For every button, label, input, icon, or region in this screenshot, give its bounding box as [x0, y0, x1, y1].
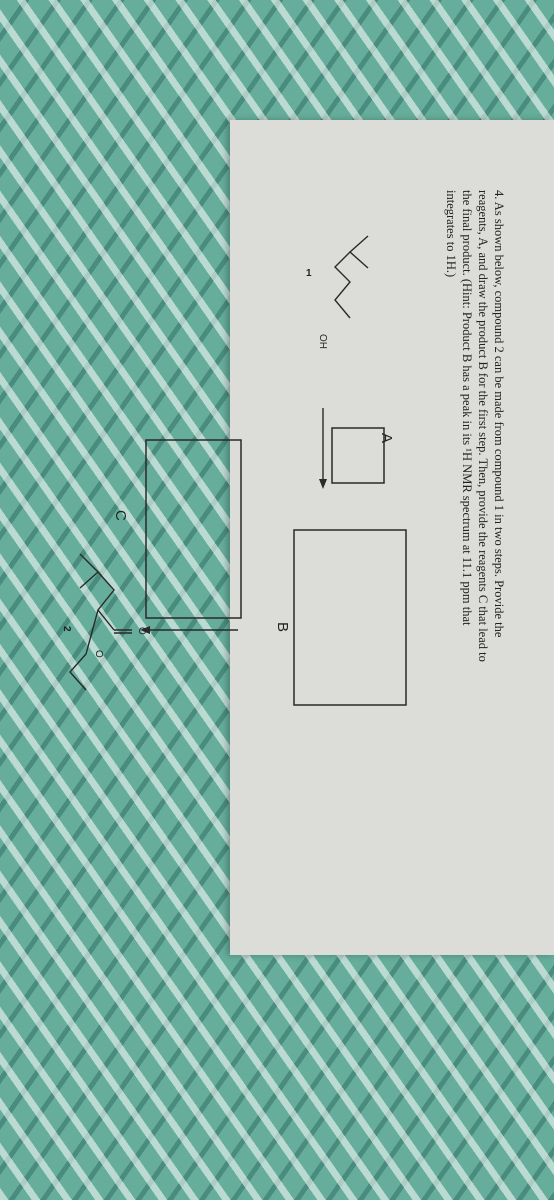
compound-2-number: 2: [61, 626, 72, 632]
compound-2-carbonyl-o: O: [136, 627, 147, 635]
question-line-2: reagents, A, and draw the product B for the first step. Then, provide the reagents C that lead to: [476, 190, 490, 662]
question-line-4: integrates to 1H.): [444, 190, 458, 278]
compound-1-oh-label: OH: [317, 334, 328, 349]
compound-2: [61, 554, 147, 690]
product-b-label: B: [274, 622, 291, 633]
arrow-step-1: [319, 408, 327, 489]
arrow-step-2: [140, 626, 238, 634]
reagent-a-box: [332, 428, 384, 483]
reagent-c-label: C: [112, 510, 129, 521]
reagent-c-box: [146, 440, 241, 618]
product-b-box: [294, 530, 406, 705]
question-line-1: 4. As shown below, compound 2 can be made from compound 1 in two steps. Provide the: [492, 190, 506, 638]
reagent-a-label: A: [378, 433, 395, 444]
question-text: [444, 190, 506, 662]
compound-1-number: 1: [306, 268, 312, 279]
compound-2-ester-o: O: [93, 650, 104, 658]
compound-1: [306, 236, 368, 349]
question-line-3: the final product. (Hint: Product B has a peak in its ¹H NMR spectrum at 11.1 ppm that: [460, 190, 474, 626]
